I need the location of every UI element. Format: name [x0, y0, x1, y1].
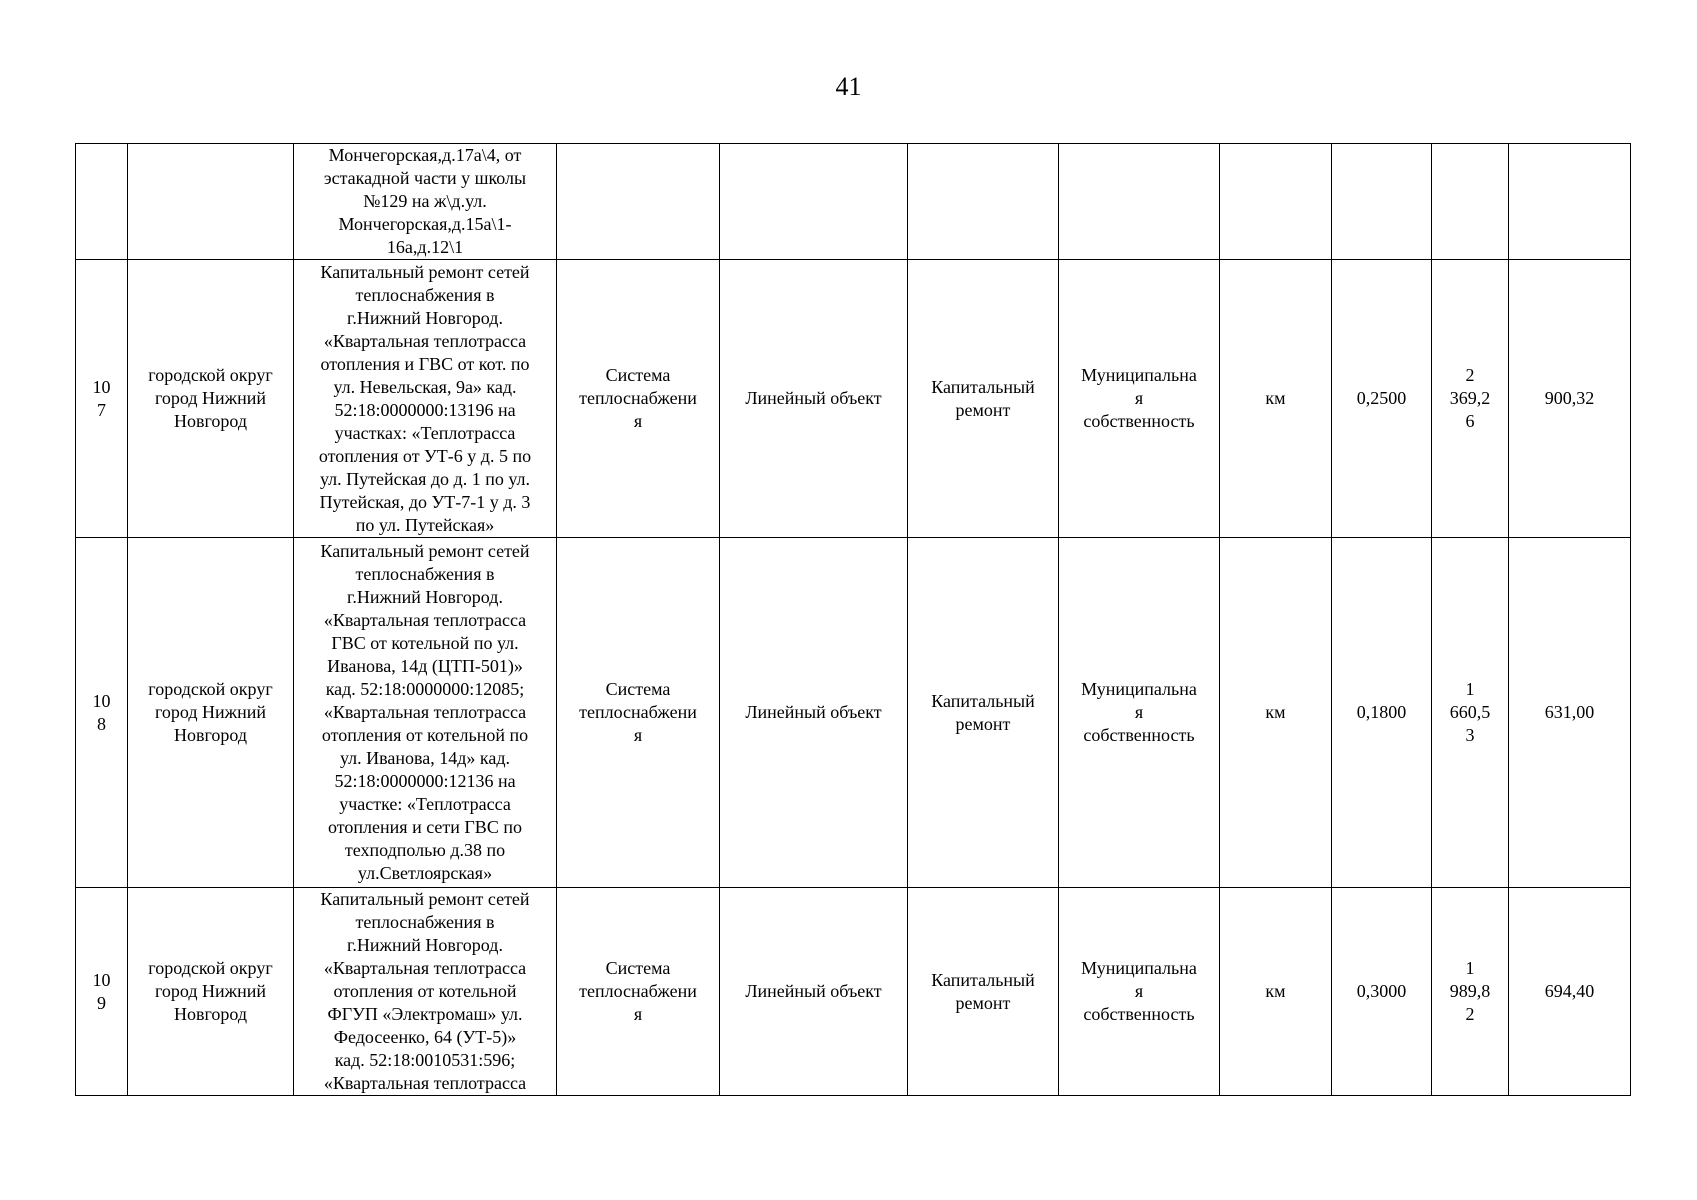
- amount-cell: [1509, 538, 1631, 888]
- description-line: «Квартальная теплотрасса: [323, 702, 527, 722]
- description-line: Иванова, 14д (ЦТП-501)»: [327, 656, 523, 676]
- description-cell: [294, 888, 557, 1096]
- description-line: ул. Невельская, 9а» кад.: [333, 376, 517, 397]
- amount-line: 694,40: [1544, 981, 1595, 1001]
- description-line: отопления и сети ГВС по: [328, 817, 522, 837]
- unit-line: км: [1265, 702, 1286, 722]
- description-line: г.Нижний Новгород.: [347, 307, 503, 328]
- table-row: [76, 144, 1631, 260]
- row-number-line: 10: [92, 690, 111, 711]
- amount-line: 900,32: [1544, 388, 1595, 408]
- table-row: [76, 888, 1631, 1096]
- system-line: Система: [605, 679, 671, 699]
- ownership-line: собственность: [1083, 411, 1195, 431]
- cost-cell: [1432, 260, 1509, 538]
- cost-line: 660,5: [1449, 702, 1491, 722]
- system-line: я: [633, 1004, 643, 1024]
- system-cell: [557, 260, 720, 538]
- municipality-cell: [128, 888, 294, 1096]
- description-line: эстакадной части у школы: [323, 168, 527, 188]
- municipality-line: город Нижний: [154, 702, 267, 722]
- cost-cell: [1432, 538, 1509, 888]
- municipality-line: город Нижний: [154, 981, 267, 1001]
- description-line: теплоснабжения в: [355, 284, 495, 305]
- quantity-cell: [1332, 144, 1432, 260]
- unit-cell: [1220, 144, 1332, 260]
- description-cell: [294, 144, 557, 260]
- description-line: ул. Иванова, 14д» кад.: [339, 748, 511, 768]
- system-line: Система: [605, 958, 671, 978]
- work-type-cell: [908, 144, 1059, 260]
- description-line: отопления от котельной по: [321, 725, 529, 745]
- municipality-line: Новгород: [173, 725, 248, 745]
- ownership-line: Муниципальна: [1081, 365, 1197, 385]
- system-line: я: [633, 725, 643, 745]
- description-line: ул. Путейская до д. 1 по ул.: [319, 468, 531, 489]
- cost-line: 369,2: [1449, 388, 1491, 408]
- cost-cell: [1432, 144, 1509, 260]
- description-line: теплоснабжения в: [355, 564, 495, 584]
- row-number-cell: [76, 144, 128, 260]
- description-line: 16а,д.12\1: [386, 237, 464, 257]
- row-number-cell: [76, 888, 128, 1096]
- description-line: Мончегорская,д.15а\1-: [338, 214, 512, 234]
- ownership-cell: [1059, 260, 1220, 538]
- row-number-line: 9: [97, 992, 106, 1013]
- description-line: Капитальный ремонт сетей: [320, 889, 530, 909]
- object-type-cell: [720, 144, 908, 260]
- work-type-line: ремонт: [955, 992, 1011, 1013]
- unit-cell: [1220, 888, 1332, 1096]
- quantity-cell: [1332, 260, 1432, 538]
- cost-line: 2: [1465, 1004, 1475, 1024]
- cost-line: 989,8: [1449, 981, 1491, 1001]
- cost-line: 1: [1465, 679, 1475, 699]
- work-type-line: Капитальный: [931, 969, 1035, 990]
- row-number-line: 10: [92, 376, 111, 397]
- work-type-line: Капитальный: [931, 690, 1035, 711]
- amount-cell: [1509, 260, 1631, 538]
- table-body: [76, 144, 1631, 1096]
- cost-line: 2: [1465, 365, 1475, 385]
- description-line: Капитальный ремонт сетей: [320, 541, 530, 561]
- description-line: г.Нижний Новгород.: [347, 935, 503, 955]
- description-line: участке: «Теплотрасса: [339, 794, 511, 814]
- municipality-cell: [128, 538, 294, 888]
- object-type-line: Линейный объект: [745, 702, 882, 722]
- description-cell: [294, 260, 557, 538]
- work-type-cell: [908, 538, 1059, 888]
- system-line: Система: [605, 365, 671, 385]
- description-line: «Квартальная теплотрасса: [323, 610, 527, 630]
- description-line: «Квартальная теплотрасса: [323, 1073, 527, 1093]
- ownership-line: я: [1134, 981, 1144, 1001]
- ownership-cell: [1059, 538, 1220, 888]
- system-cell: [557, 888, 720, 1096]
- description-line: кад. 52:18:0010531:596;: [334, 1050, 516, 1070]
- cost-line: 3: [1465, 725, 1475, 745]
- system-line: теплоснабжени: [579, 388, 697, 408]
- ownership-cell: [1059, 144, 1220, 260]
- quantity-cell: [1332, 888, 1432, 1096]
- description-line: 52:18:0000000:13196 на: [334, 399, 516, 420]
- work-type-line: ремонт: [955, 713, 1011, 734]
- description-line: участках: «Теплотрасса: [334, 422, 516, 443]
- description-line: ФГУП «Электромаш» ул.: [327, 1004, 523, 1024]
- quantity-line: 0,3000: [1356, 981, 1407, 1001]
- quantity-line: 0,2500: [1356, 388, 1407, 408]
- description-line: 52:18:0000000:12136 на: [334, 771, 516, 791]
- table-row: [76, 538, 1631, 888]
- system-line: я: [633, 411, 643, 431]
- ownership-cell: [1059, 888, 1220, 1096]
- amount-cell: [1509, 144, 1631, 260]
- description-line: отопления от котельной: [333, 981, 517, 1001]
- ownership-line: Муниципальна: [1081, 679, 1197, 699]
- quantity-cell: [1332, 538, 1432, 888]
- unit-cell: [1220, 538, 1332, 888]
- description-line: Мончегорская,д.17а\4, от: [328, 145, 522, 165]
- description-line: теплоснабжения в: [355, 912, 495, 932]
- municipality-line: город Нижний: [154, 388, 267, 408]
- description-line: г.Нижний Новгород.: [347, 587, 503, 607]
- description-line: кад. 52:18:0000000:12085;: [325, 679, 525, 699]
- quantity-line: 0,1800: [1356, 702, 1407, 722]
- description-line: №129 на ж\д.ул.: [363, 191, 487, 211]
- description-line: ГВС от котельной по ул.: [331, 633, 519, 653]
- description-line: Капитальный ремонт сетей: [320, 261, 530, 282]
- work-type-cell: [908, 260, 1059, 538]
- object-type-cell: [720, 888, 908, 1096]
- system-line: теплоснабжени: [579, 981, 697, 1001]
- description-line: по ул. Путейская»: [355, 514, 495, 535]
- object-type-cell: [720, 538, 908, 888]
- works-table: [75, 143, 1631, 1096]
- table-row: [76, 260, 1631, 538]
- description-cell: [294, 538, 557, 888]
- ownership-line: собственность: [1083, 1004, 1195, 1024]
- municipality-line: городской округ: [148, 365, 273, 385]
- row-number-cell: [76, 260, 128, 538]
- municipality-line: Новгород: [173, 1004, 248, 1024]
- ownership-line: я: [1134, 388, 1144, 408]
- description-line: ул.Светлоярская»: [357, 863, 493, 883]
- description-line: техподполью д.38 по: [344, 840, 506, 860]
- municipality-cell: [128, 144, 294, 260]
- system-line: теплоснабжени: [579, 702, 697, 722]
- ownership-line: Муниципальна: [1081, 958, 1197, 978]
- municipality-line: городской округ: [148, 958, 273, 978]
- description-line: отопления от УТ-6 у д. 5 по: [318, 445, 532, 466]
- description-line: Федосеенко, 64 (УТ-5)»: [333, 1027, 517, 1047]
- row-number-line: 7: [97, 399, 106, 420]
- cost-line: 6: [1465, 411, 1475, 431]
- page-number: 41: [835, 72, 862, 101]
- description-line: отопления и ГВС от кот. по: [320, 353, 530, 374]
- row-number-cell: [76, 538, 128, 888]
- description-line: Путейская, до УТ-7-1 у д. 3: [319, 491, 531, 512]
- municipality-cell: [128, 260, 294, 538]
- object-type-cell: [720, 260, 908, 538]
- object-type-line: Линейный объект: [745, 388, 882, 408]
- row-number-line: 10: [92, 969, 111, 990]
- municipality-line: Новгород: [173, 411, 248, 431]
- unit-cell: [1220, 260, 1332, 538]
- cost-line: 1: [1465, 958, 1475, 978]
- unit-line: км: [1265, 981, 1286, 1001]
- amount-cell: [1509, 888, 1631, 1096]
- amount-line: 631,00: [1544, 702, 1595, 722]
- description-line: «Квартальная теплотрасса: [323, 958, 527, 978]
- work-type-line: Капитальный: [931, 376, 1035, 397]
- ownership-line: собственность: [1083, 725, 1195, 745]
- row-number-line: 8: [97, 713, 106, 734]
- municipality-line: городской округ: [148, 679, 273, 699]
- description-line: «Квартальная теплотрасса: [323, 330, 527, 351]
- unit-line: км: [1265, 388, 1286, 408]
- object-type-line: Линейный объект: [745, 981, 882, 1001]
- system-cell: [557, 144, 720, 260]
- work-type-cell: [908, 888, 1059, 1096]
- work-type-line: ремонт: [955, 399, 1011, 420]
- system-cell: [557, 538, 720, 888]
- cost-cell: [1432, 888, 1509, 1096]
- ownership-line: я: [1134, 702, 1144, 722]
